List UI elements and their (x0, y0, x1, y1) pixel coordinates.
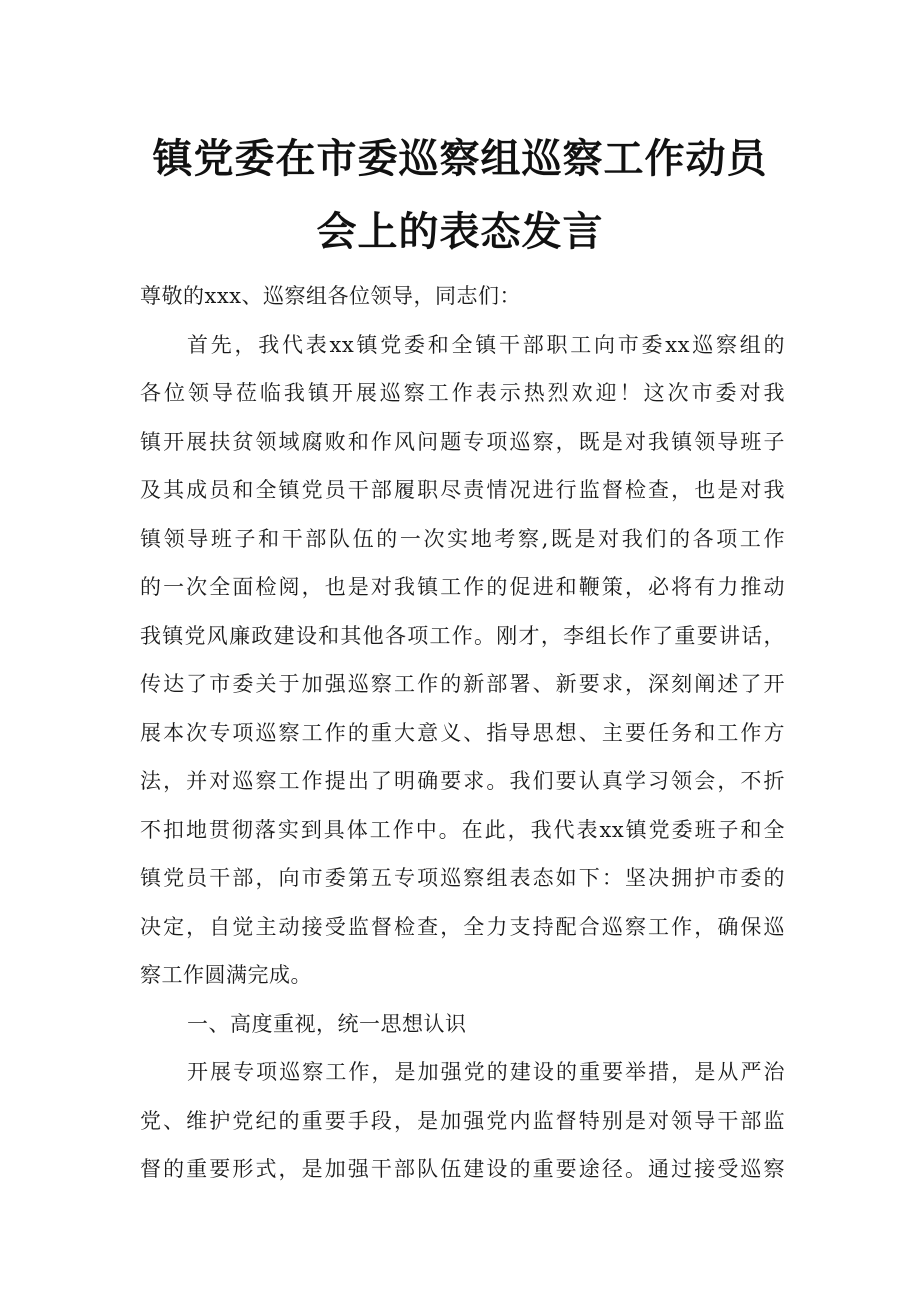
paragraph-line: 镇开展扶贫领域腐败和作风问题专项巡察，既是对我镇领导班子 (140, 429, 785, 454)
paragraph-line: 决定，自觉主动接受监督检查，全力支持配合巡察工作，确保巡 (140, 914, 785, 939)
paragraph-line: 首先，我代表xx镇党委和全镇干部职工向市委xx巡察组的 (187, 332, 785, 357)
document-title-line-1: 镇党委在市委巡察组巡察工作动员 (152, 136, 768, 182)
paragraph-line: 党、维护党纪的重要手段，是加强党内监督特别是对领导干部监 (140, 1108, 785, 1133)
paragraph-line: 及其成员和全镇党员干部履职尽责情况进行监督检查，也是对我 (140, 478, 785, 502)
paragraph-line: 我镇党风廉政建设和其他各项工作。刚才，李组长作了重要讲话， (140, 623, 785, 648)
document-body (140, 272, 785, 1194)
paragraph-line: 镇党员干部，向市委第五专项巡察组表态如下：坚决拥护市委的 (140, 866, 785, 890)
section-heading: 一、高度重视，统一思想认识 (187, 1011, 467, 1036)
paragraph-line: 的一次全面检阅，也是对我镇工作的促进和鞭策，必将有力推动 (140, 575, 785, 599)
document-title-line-2: 会上的表态发言 (316, 209, 604, 255)
salutation: 尊敬的xxx、巡察组各位领导，同志们： (140, 284, 522, 308)
paragraph-line: 不扣地贯彻落实到具体工作中。在此，我代表xx镇党委班子和全 (140, 817, 785, 842)
paragraph-line: 开展专项巡察工作，是加强党的建设的重要举措，是从严治 (187, 1060, 785, 1084)
paragraph-line: 镇领导班子和干部队伍的一次实地考察,既是对我们的各项工作 (140, 526, 785, 551)
paragraph-line: 传达了市委关于加强巡察工作的新部署、新要求，深刻阐述了开 (140, 672, 785, 696)
paragraph-line: 察工作圆满完成。 (140, 963, 312, 987)
paragraph-line: 展本次专项巡察工作的重大意义、指导思想、主要任务和工作方 (140, 720, 785, 745)
paragraph-line: 督的重要形式，是加强干部队伍建设的重要途径。通过接受巡察 (140, 1157, 785, 1181)
paragraph-line: 法，并对巡察工作提出了明确要求。我们要认真学习领会，不折 (140, 769, 785, 793)
paragraph-line: 各位领导莅临我镇开展巡察工作表示热烈欢迎！这次市委对我 (140, 381, 785, 405)
